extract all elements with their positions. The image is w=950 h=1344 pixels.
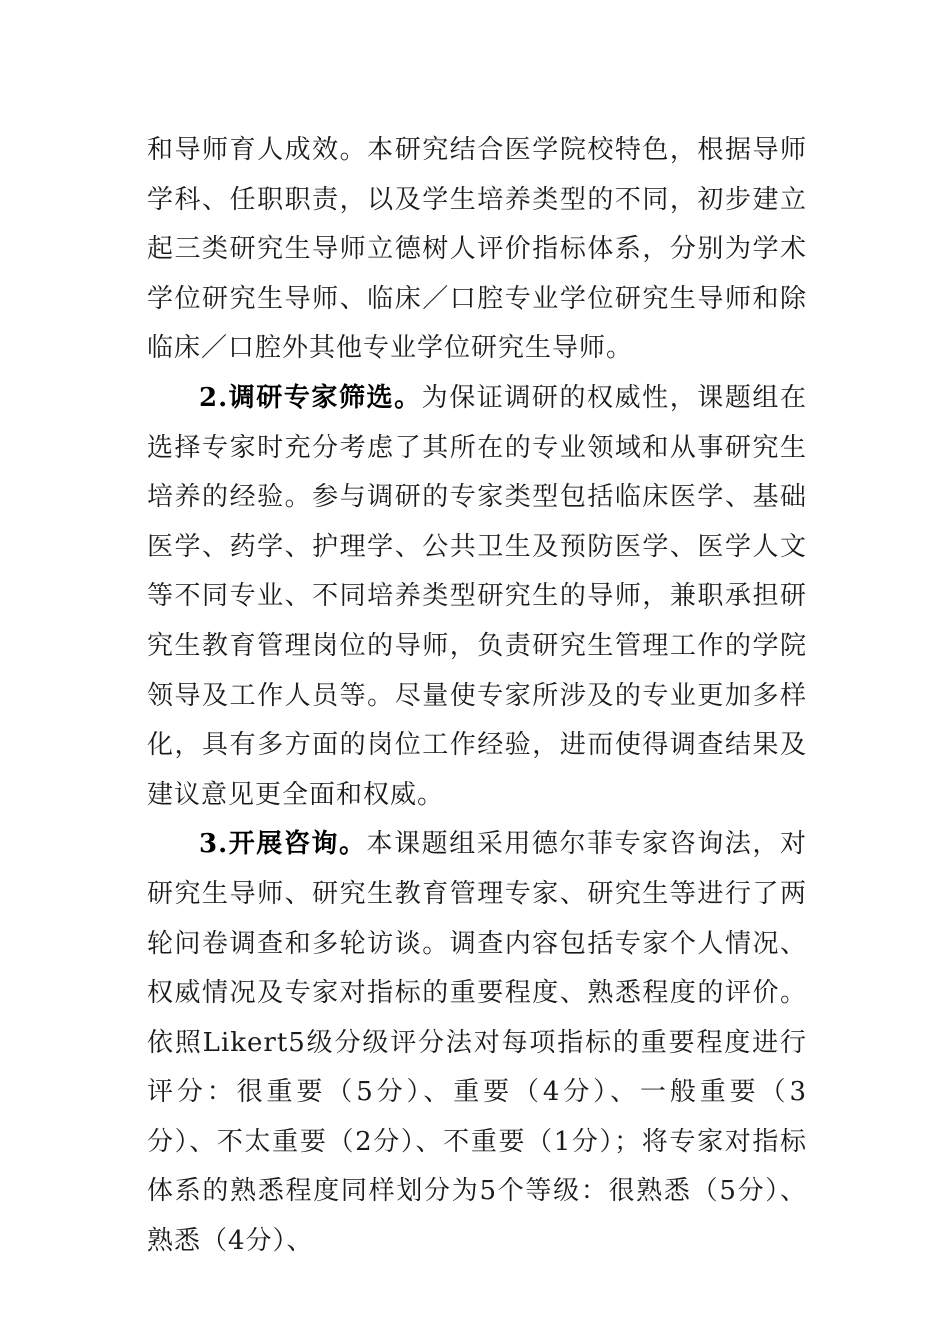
paragraph-3-text: 本课题组采用德尔菲专家咨询法，对研究生导师、研究生教育管理专家、研究生等进行了两轮问卷调查和多轮访谈。调查内容包括专家个人情况、权威情况及专家对指标的重要程度、熟悉程度的评价。依照Likert5级分级评分法对每项指标的重要程度进行评分：很重要（5分）、重要（4分）、一般重要（3分）、不太重要（2分）、不重要（1分）；将专家对指标体系的熟悉程度同样划分为5个等级：很熟悉（5分）、熟悉（4分）、: [147, 829, 807, 1257]
paragraph-2: [147, 374, 807, 820]
paragraph-1: [147, 126, 807, 374]
document-body: [147, 126, 807, 1267]
paragraph-1-text: 和导师育人成效。本研究结合医学院校特色，根据导师学科、任职职责，以及学生培养类型的不同，初步建立起三类研究生导师立德树人评价指标体系，分别为学术学位研究生导师、临床／口腔专业学位研究生导师和除临床／口腔外其他专业学位研究生导师。: [147, 135, 807, 364]
paragraph-2-text: 为保证调研的权威性，课题组在选择专家时充分考虑了其所在的专业领域和从事研究生培养的经验。参与调研的专家类型包括临床医学、基础医学、药学、护理学、公共卫生及预防医学、医学人文等不同专业、不同培养类型研究生的导师，兼职承担研究生教育管理岗位的导师，负责研究生管理工作的学院领导及工作人员等。尽量使专家所涉及的专业更加多样化，具有多方面的岗位工作经验，进而使得调查结果及建议意见更全面和权威。: [147, 382, 807, 810]
paragraph-2-heading: 2.调研专家筛选。: [199, 382, 422, 413]
paragraph-3: [147, 820, 807, 1266]
paragraph-3-heading: 3.开展咨询。: [199, 829, 367, 860]
